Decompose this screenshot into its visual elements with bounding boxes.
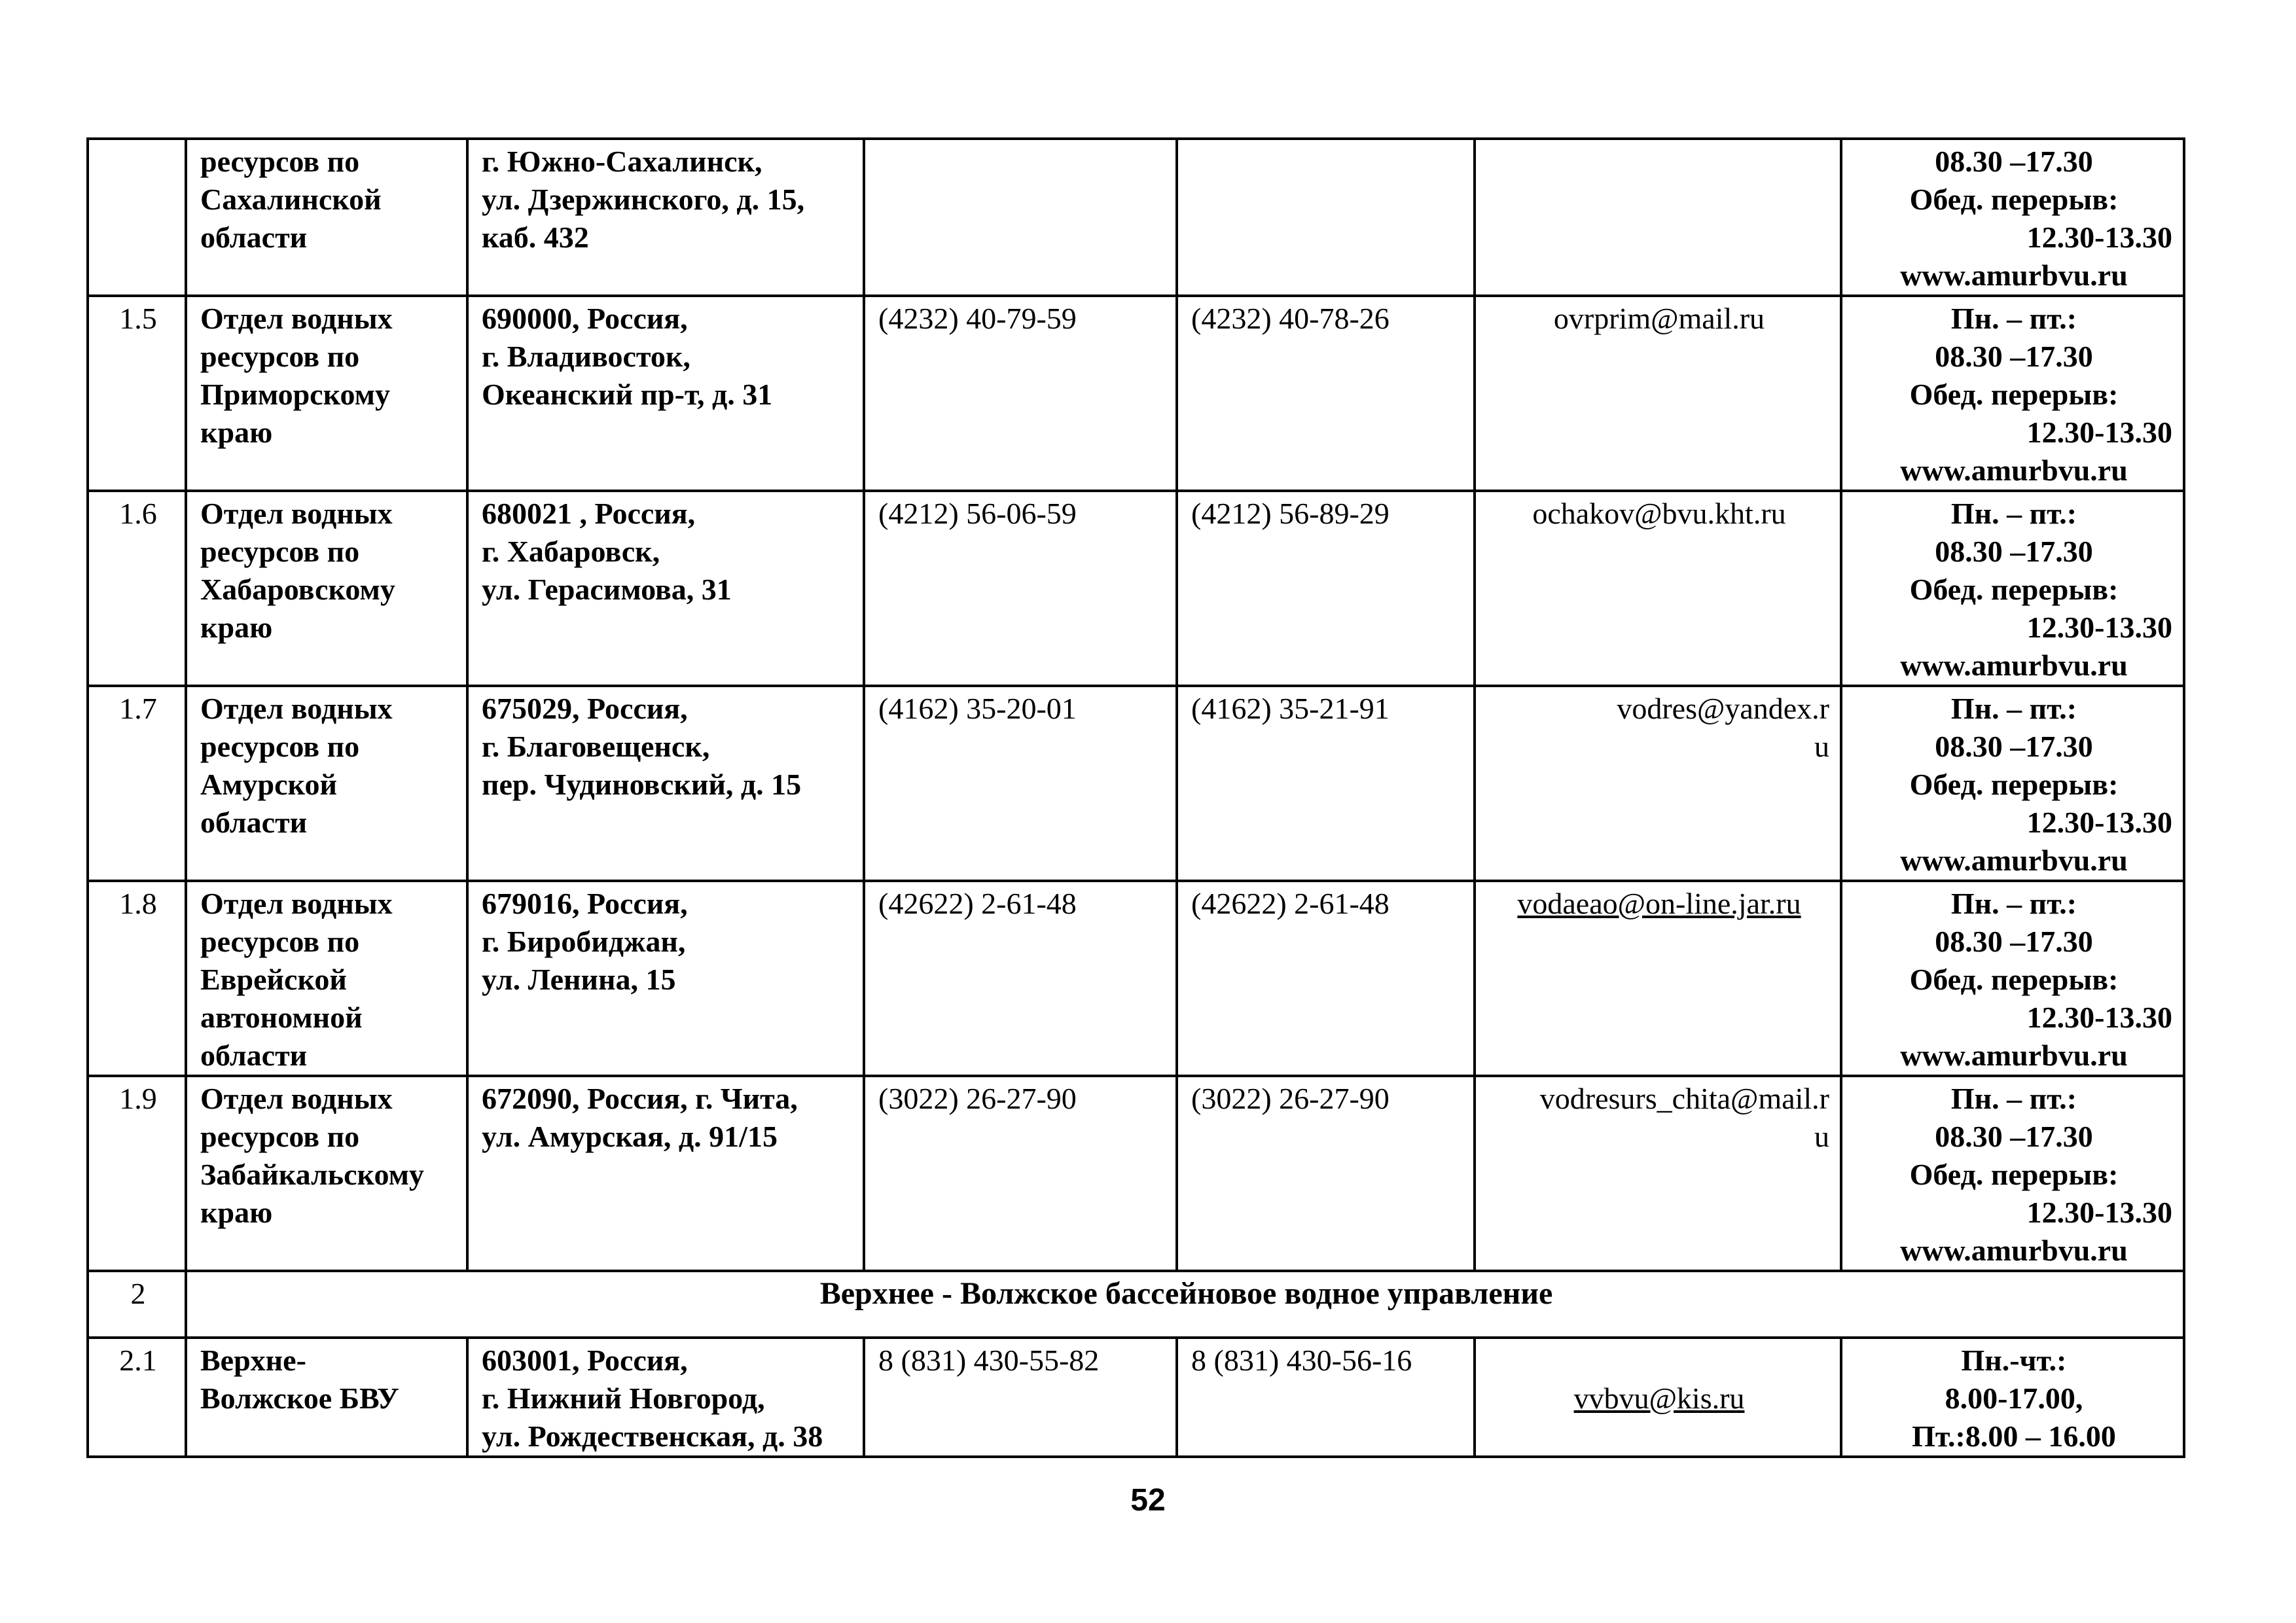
cell-line: Отдел водных [200,302,393,335]
hours-line: Пн. – пт.: [1950,692,2077,725]
cell-line: 680021 , Россия, [482,497,696,530]
address [467,686,864,881]
table-row [88,686,2184,881]
cell-line: г. Благовещенск, [482,730,710,763]
fax-number: (42622) 2-61-48 [1177,881,1475,1076]
hours-line: 12.30-13.30 [2026,806,2172,839]
fax-number: (4232) 40-78-26 [1177,296,1475,491]
cell-line: г. Биробиджан, [482,925,686,958]
hours-line: www.amurbvu.ru [1900,454,2128,487]
phone-number: (3022) 26-27-90 [864,1076,1177,1271]
hours-line: www.amurbvu.ru [1900,1039,2128,1072]
hours-line: 08.30 –17.30 [1935,340,2093,373]
cell-line: ресурсов по [200,925,360,958]
department-name [186,139,467,296]
fax-number [1177,139,1475,296]
hours-line: Пн. – пт.: [1950,497,2077,530]
cell-line: Океанский пр-т, д. 31 [482,378,773,411]
hours-line: 12.30-13.30 [2026,221,2172,254]
hours-line: www.amurbvu.ru [1900,1234,2128,1267]
address [467,1338,864,1457]
phone-number: (4162) 35-20-01 [864,686,1177,881]
cell-line: Забайкальскому [200,1158,424,1191]
department-name [186,1338,467,1457]
hours-line: 08.30 –17.30 [1935,535,2093,568]
hours-line: 12.30-13.30 [2026,611,2172,644]
hours-line: Обед. перерыв: [1909,573,2119,606]
phone-number: (4232) 40-79-59 [864,296,1177,491]
hours-line: 8.00-17.00, [1945,1382,2083,1415]
hours-line: Обед. перерыв: [1909,378,2119,411]
cell-line: области [200,221,308,254]
working-hours [1841,686,2184,881]
hours-line: 12.30-13.30 [2026,1196,2172,1229]
cell-line: краю [200,416,273,449]
cell-line: Отдел водных [200,887,393,920]
cell-line: 603001, Россия, [482,1344,688,1377]
cell-line: Приморскому [200,378,390,411]
working-hours [1841,139,2184,296]
email-link[interactable]: vvbvu@kis.ru [1573,1382,1745,1415]
cell-line: ул. Рождественская, д. 38 [482,1419,823,1453]
hours-line: 08.30 –17.30 [1935,730,2093,763]
email [1475,139,1841,296]
hours-line: 08.30 –17.30 [1935,925,2093,958]
cell-line: каб. 432 [482,221,589,254]
hours-line: Обед. перерыв: [1909,1158,2119,1191]
hours-line: 08.30 –17.30 [1935,145,2093,178]
cell-line: ресурсов по [200,730,360,763]
hours-line: Пн.-чт.: [1961,1344,2067,1377]
department-name [186,686,467,881]
cell-line: Отдел водных [200,692,393,725]
cell-line: ул. Герасимова, 31 [482,573,732,606]
cell-line: пер. Чудиновский, д. 15 [482,768,802,801]
cell-line: автономной [200,1001,363,1034]
working-hours [1841,1338,2184,1457]
row-number: 1.5 [88,296,186,491]
table-row [88,296,2184,491]
cell-line: 690000, Россия, [482,302,688,335]
address [467,491,864,686]
cell-line: 672090, Россия, г. Чита, [482,1082,798,1115]
address [467,296,864,491]
table-row [88,881,2184,1076]
cell-line: ул. Дзержинского, д. 15, [482,183,805,216]
email-text: u [1814,730,1829,763]
cell-line: Хабаровскому [200,573,395,606]
contacts-table [86,137,2185,1458]
fax-number: (3022) 26-27-90 [1177,1076,1475,1271]
department-name [186,1076,467,1271]
row-number: 1.6 [88,491,186,686]
contacts-table-body [88,139,2184,1457]
email [1475,491,1841,686]
address [467,1076,864,1271]
table-row [88,491,2184,686]
department-name [186,491,467,686]
fax-number: 8 (831) 430-56-16 [1177,1338,1475,1457]
fax-number: (4162) 35-21-91 [1177,686,1475,881]
email [1475,296,1841,491]
row-number: 1.9 [88,1076,186,1271]
section-title: Верхнее - Волжское бассейновое водное управление [186,1271,2184,1338]
email [1475,881,1841,1076]
department-name [186,881,467,1076]
cell-line: области [200,806,308,839]
email [1475,1338,1841,1457]
hours-line: Пт.:8.00 – 16.00 [1912,1419,2116,1453]
phone-number [864,139,1177,296]
hours-line: Пн. – пт.: [1950,1082,2077,1115]
cell-line: Амурской [200,768,337,801]
table-row [88,1076,2184,1271]
cell-line: ресурсов по [200,535,360,568]
email-text: vodresurs_chita@mail.r [1539,1082,1829,1115]
row-number: 2.1 [88,1338,186,1457]
cell-line: г. Нижний Новгород, [482,1382,765,1415]
row-number [88,139,186,296]
cell-line: области [200,1039,308,1072]
hours-line: Обед. перерыв: [1909,963,2119,996]
table-row [88,1338,2184,1457]
email-text: ovrprim@mail.ru [1553,302,1765,335]
hours-line: Обед. перерыв: [1909,768,2119,801]
cell-line: Еврейской [200,963,347,996]
email-text: u [1814,1120,1829,1153]
cell-line: г. Владивосток, [482,340,691,373]
cell-line: краю [200,611,273,644]
cell-line: г. Южно-Сахалинск, [482,145,762,178]
working-hours [1841,491,2184,686]
cell-line: ресурсов по [200,145,360,178]
hours-line: www.amurbvu.ru [1900,259,2128,292]
email-text[interactable]: vodaeao@on-line.jar.ru [1517,887,1801,920]
working-hours [1841,1076,2184,1271]
cell-line: г. Хабаровск, [482,535,660,568]
address [467,881,864,1076]
hours-line: Пн. – пт.: [1950,887,2077,920]
phone-number: (42622) 2-61-48 [864,881,1177,1076]
email [1475,686,1841,881]
section-row [88,1271,2184,1338]
cell-line: Сахалинской [200,183,382,216]
working-hours [1841,881,2184,1076]
cell-line: Волжское БВУ [200,1382,399,1415]
cell-line: Отдел водных [200,497,393,530]
cell-line: 675029, Россия, [482,692,688,725]
cell-line: ул. Амурская, д. 91/15 [482,1120,778,1153]
phone-number: (4212) 56-06-59 [864,491,1177,686]
address [467,139,864,296]
working-hours [1841,296,2184,491]
row-number: 1.7 [88,686,186,881]
cell-line: Отдел водных [200,1082,393,1115]
row-number: 1.8 [88,881,186,1076]
email-text: ochakov@bvu.kht.ru [1532,497,1786,530]
hours-line: 12.30-13.30 [2026,416,2172,449]
hours-line: 12.30-13.30 [2026,1001,2172,1034]
email-text: vodres@yandex.r [1617,692,1829,725]
email [1475,1076,1841,1271]
hours-line: Пн. – пт.: [1950,302,2077,335]
department-name [186,296,467,491]
table-row [88,139,2184,296]
cell-line: 679016, Россия, [482,887,688,920]
page-number: 52 [1130,1483,1166,1518]
cell-line: ресурсов по [200,1120,360,1153]
fax-number: (4212) 56-89-29 [1177,491,1475,686]
hours-line: Обед. перерыв: [1909,183,2119,216]
hours-line: www.amurbvu.ru [1900,844,2128,877]
cell-line: ул. Ленина, 15 [482,963,676,996]
phone-number: 8 (831) 430-55-82 [864,1338,1177,1457]
cell-line: краю [200,1196,273,1229]
cell-line: Верхне- [200,1344,306,1377]
section-number: 2 [88,1271,186,1338]
cell-line: ресурсов по [200,340,360,373]
hours-line: www.amurbvu.ru [1900,649,2128,682]
hours-line: 08.30 –17.30 [1935,1120,2093,1153]
